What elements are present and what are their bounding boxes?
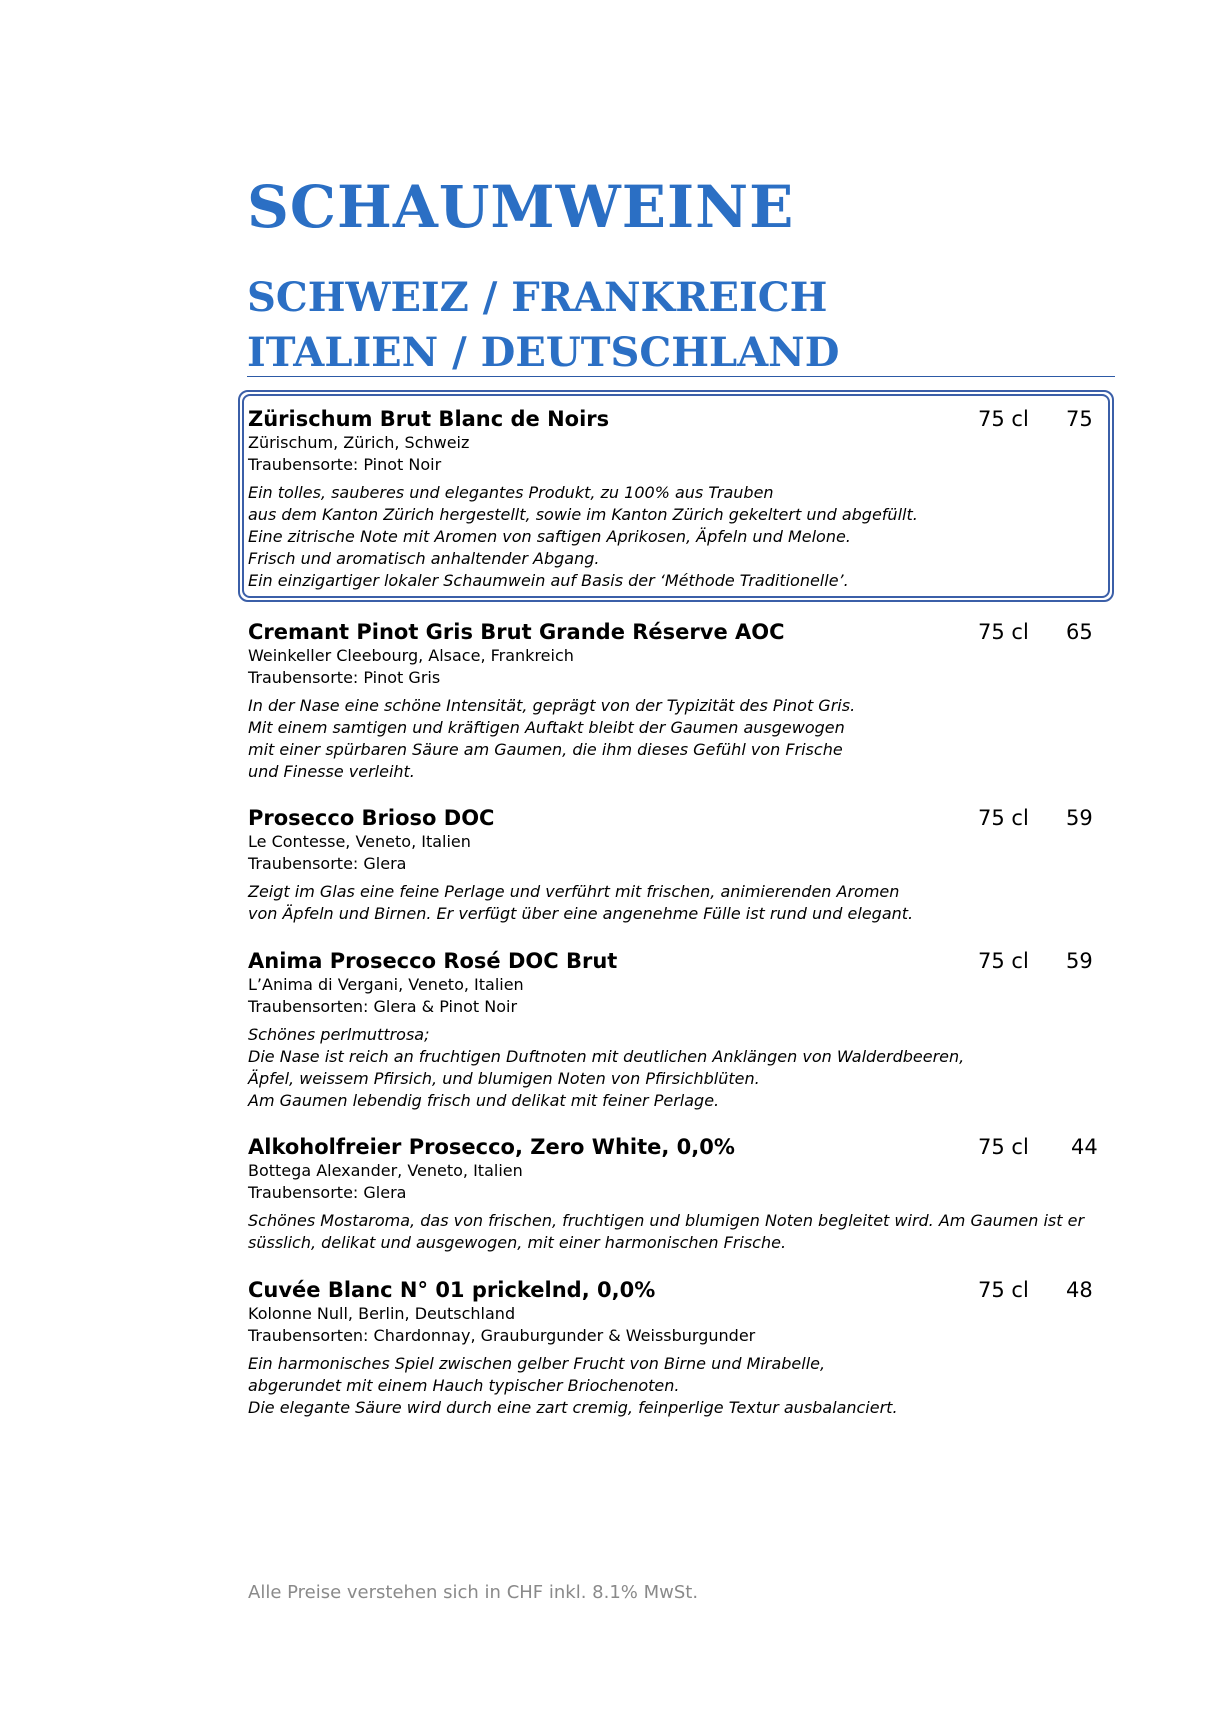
wine-size: 75 cl bbox=[978, 1135, 1029, 1159]
description-line: Schönes perlmuttrosa; bbox=[248, 1025, 430, 1044]
wine-description bbox=[248, 881, 1118, 925]
description-line: süsslich, delikat und ausgewogen, mit einer harmonischen Frische. bbox=[248, 1233, 787, 1252]
wine-size: 75 cl bbox=[978, 407, 1029, 431]
wine-name: Cuvée Blanc N° 01 prickelnd, 0,0% bbox=[248, 1278, 656, 1302]
description-line: und Finesse verleiht. bbox=[248, 762, 415, 781]
subtitle-line-1: SCHWEIZ / FRANKREICH bbox=[247, 274, 828, 321]
wine-description bbox=[248, 1353, 1118, 1419]
wine-origin: Le Contesse, Veneto, Italien bbox=[248, 832, 471, 851]
description-line: Äpfel, weissem Pfirsich, und blumigen Noten von Pfirsichblüten. bbox=[248, 1069, 760, 1088]
description-line: Zeigt im Glas eine feine Perlage und verführt mit frischen, animierenden Aromen bbox=[248, 882, 900, 901]
description-line: mit einer spürbaren Säure am Gaumen, die ihm dieses Gefühl von Frische bbox=[248, 740, 843, 759]
description-line: Ein harmonisches Spiel zwischen gelber Frucht von Birne und Mirabelle, bbox=[248, 1354, 826, 1373]
description-line: Die elegante Säure wird durch eine zart cremig, feinperlige Textur ausbalanciert. bbox=[248, 1398, 898, 1417]
wine-price: 75 bbox=[1066, 407, 1093, 431]
wine-description bbox=[248, 482, 1118, 592]
wine-name: Alkoholfreier Prosecco, Zero White, 0,0% bbox=[248, 1135, 735, 1159]
wine-price: 65 bbox=[1066, 620, 1093, 644]
wine-size: 75 cl bbox=[978, 1278, 1029, 1302]
wine-origin: Zürischum, Zürich, Schweiz bbox=[248, 433, 470, 452]
wine-size: 75 cl bbox=[978, 806, 1029, 830]
wine-item bbox=[248, 619, 1118, 783]
wine-price: 59 bbox=[1066, 949, 1093, 973]
description-line: von Äpfeln und Birnen. Er verfügt über eine angenehme Fülle ist rund und elegant. bbox=[248, 904, 914, 923]
wine-grape: Traubensorte: Glera bbox=[248, 854, 407, 873]
wine-origin: L’Anima di Vergani, Veneto, Italien bbox=[248, 975, 524, 994]
description-line: Am Gaumen lebendig frisch und delikat mit feiner Perlage. bbox=[248, 1091, 720, 1110]
wine-price: 44 bbox=[1071, 1135, 1098, 1159]
description-line: Ein einzigartiger lokaler Schaumwein auf Basis der ‘Méthode Traditionelle’. bbox=[248, 571, 849, 590]
wine-item bbox=[248, 406, 1118, 592]
wine-name: Prosecco Brioso DOC bbox=[248, 806, 495, 830]
description-line: Ein tolles, sauberes und elegantes Produkt, zu 100% aus Trauben bbox=[248, 483, 774, 502]
wine-description bbox=[248, 695, 1118, 783]
subtitle-line-2: ITALIEN / DEUTSCHLAND bbox=[247, 329, 840, 376]
wine-description bbox=[248, 1210, 1118, 1254]
wine-size: 75 cl bbox=[978, 620, 1029, 644]
description-line: Mit einem samtigen und kräftigen Auftakt bleibt der Gaumen ausgewogen bbox=[248, 718, 845, 737]
description-line: Eine zitrische Note mit Aromen von saftigen Aprikosen, Äpfeln und Melone. bbox=[248, 527, 851, 546]
wine-origin: Bottega Alexander, Veneto, Italien bbox=[248, 1161, 523, 1180]
header-divider bbox=[247, 376, 1115, 377]
wine-description bbox=[248, 1024, 1118, 1112]
wine-grape: Traubensorten: Chardonnay, Grauburgunder & Weissburgunder bbox=[248, 1326, 756, 1345]
wine-grape: Traubensorten: Glera & Pinot Noir bbox=[248, 997, 518, 1016]
wine-size: 75 cl bbox=[978, 949, 1029, 973]
wine-origin: Weinkeller Cleebourg, Alsace, Frankreich bbox=[248, 646, 574, 665]
wine-grape: Traubensorte: Pinot Noir bbox=[248, 455, 442, 474]
wine-name: Zürischum Brut Blanc de Noirs bbox=[248, 407, 610, 431]
wine-grape: Traubensorte: Glera bbox=[248, 1183, 407, 1202]
description-line: Frisch und aromatisch anhaltender Abgang. bbox=[248, 549, 600, 568]
wine-item bbox=[248, 805, 1118, 925]
description-line: abgerundet mit einem Hauch typischer Briochenoten. bbox=[248, 1376, 680, 1395]
description-line: In der Nase eine schöne Intensität, geprägt von der Typizität des Pinot Gris. bbox=[248, 696, 856, 715]
wine-item bbox=[248, 948, 1118, 1112]
wine-name: Anima Prosecco Rosé DOC Brut bbox=[248, 949, 618, 973]
wine-origin: Kolonne Null, Berlin, Deutschland bbox=[248, 1304, 516, 1323]
wine-price: 48 bbox=[1066, 1278, 1093, 1302]
description-line: aus dem Kanton Zürich hergestellt, sowie im Kanton Zürich gekeltert und abgefüllt. bbox=[248, 505, 918, 524]
wine-grape: Traubensorte: Pinot Gris bbox=[248, 668, 441, 687]
wine-price: 59 bbox=[1066, 806, 1093, 830]
description-line: Schönes Mostaroma, das von frischen, fruchtigen und blumigen Noten begleitet wird. Am Gaumen ist er bbox=[248, 1211, 1085, 1230]
wine-item bbox=[248, 1277, 1118, 1419]
price-note: Alle Preise verstehen sich in CHF inkl. 8.1% MwSt. bbox=[248, 1582, 699, 1603]
wine-name: Cremant Pinot Gris Brut Grande Réserve AOC bbox=[248, 620, 785, 644]
wine-item bbox=[248, 1134, 1118, 1254]
page-title: SCHAUMWEINE bbox=[247, 173, 795, 241]
description-line: Die Nase ist reich an fruchtigen Duftnoten mit deutlichen Anklängen von Walderdbeeren, bbox=[248, 1047, 965, 1066]
